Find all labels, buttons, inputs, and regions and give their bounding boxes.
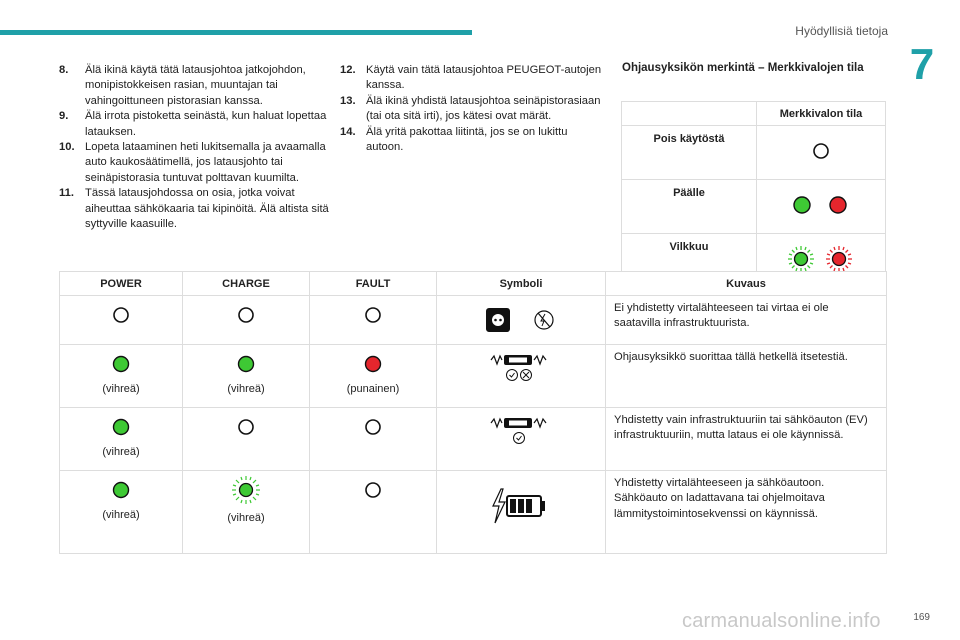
red-blink-icon xyxy=(826,246,852,272)
description-cell: Ei yhdistetty virtalähteeseen tai virtaa ei ole saatavilla infrastruktuurista. xyxy=(606,296,887,345)
description-cell: Yhdistetty virtalähteeseen ja sähköautoon. Sähköauto on ladattavana tai ohjelmoitava lämmitystoimintosekvenssi on käynnissä. xyxy=(606,471,887,554)
safety-list-right xyxy=(340,63,602,155)
green-lamp-icon xyxy=(237,355,255,373)
page-number: 169 xyxy=(913,612,930,623)
red-lamp-icon xyxy=(364,355,382,373)
list-item: 11. Tässä latausjohdossa on osia, jotka voivat aiheuttaa sähkökaaria tai kipinöitä. Älä altista sitä syttyville kaasuille. xyxy=(59,187,329,231)
column-header-power: POWER xyxy=(60,272,183,296)
socket-no-power-icon xyxy=(486,308,556,332)
lamp-off-icon xyxy=(237,306,255,324)
list-item: 12. Käytä vain tätä latausjohtoa PEUGEOT-autojen kanssa. xyxy=(340,64,602,92)
column-header-charge: CHARGE xyxy=(183,272,310,296)
green-lamp-icon xyxy=(112,481,130,499)
lamp-off-icon xyxy=(112,306,130,324)
table-row: (vihreä) Yhdistetty vain infrastruktuuriin tai sähköauton (EV) infrastruktuuriin, mutta lataus ei ole käynnissä. xyxy=(60,408,887,471)
indicator-status-table xyxy=(621,101,886,288)
charging-status-table xyxy=(59,271,887,554)
list-item: 8. Älä ikinä käytä tätä latausjohtoa jatkojohdon, monipistokkeisen rasian, muuntajan tai vahingoittuneen pistorasian kanssa. xyxy=(59,64,306,107)
list-item: 9. Älä irrota pistoketta seinästä, kun haluat lopettaa latauksen. xyxy=(59,110,327,138)
watermark: carmanualsonline.info xyxy=(682,610,881,632)
lamp-off-icon xyxy=(364,481,382,499)
chapter-number: 7 xyxy=(909,40,935,89)
green-blink-icon xyxy=(231,475,261,505)
table-row: (vihreä) (vihreä) (punainen) Ohjausyksikkö suorittaa tällä hetkellä itsetestiä. xyxy=(60,345,887,408)
red-lamp-icon xyxy=(830,197,846,213)
green-blink-icon xyxy=(788,246,814,272)
battery-charging-icon xyxy=(491,488,551,524)
empty-header-cell xyxy=(622,102,757,126)
list-item: 14. Älä yritä pakottaa liitintä, jos se on lukittu autoon. xyxy=(340,125,568,154)
header-accent-bar xyxy=(0,30,472,35)
safety-list-left xyxy=(59,63,329,232)
status-label-blink: Vilkkuu xyxy=(622,234,757,288)
column-header-description: Kuvaus xyxy=(606,272,887,296)
status-label-on: Päälle xyxy=(622,180,757,234)
lamp-off-icon xyxy=(237,418,255,436)
cable-connected-icon xyxy=(489,415,553,445)
column-header-fault: FAULT xyxy=(310,272,437,296)
column-header-symbol: Symboli xyxy=(437,272,606,296)
section-title: Hyödyllisiä tietoja xyxy=(795,24,888,38)
status-table-title: Ohjausyksikön merkintä – Merkkivalojen tila xyxy=(622,62,864,74)
list-item: 10. Lopeta lataaminen heti lukitsemalla ja avaamalla auto kaukosäätimellä, jos latausjohto tai seinäpistorasia tuntuvat polttavan kuumilta. xyxy=(59,141,326,184)
status-label-off: Pois käytöstä xyxy=(622,126,757,180)
table-row xyxy=(60,296,887,345)
lamp-off-icon xyxy=(811,141,831,161)
description-cell: Ohjausyksikkö suorittaa tällä hetkellä itsetestiä. xyxy=(606,345,887,408)
green-lamp-icon xyxy=(112,355,130,373)
list-item: 13. Älä ikinä yhdistä latausjohtoa seinäpistorasiaan (tai ota sitä irti), jos kätesi ovat märät. xyxy=(340,94,601,123)
lamp-off-icon xyxy=(364,418,382,436)
lamp-on-icons xyxy=(786,194,856,216)
status-header: Merkkivalon tila xyxy=(757,102,886,126)
description-cell: Yhdistetty vain infrastruktuuriin tai sähköauton (EV) infrastruktuuriin, mutta lataus ei ole käynnissä. xyxy=(606,408,887,471)
cable-selftest-icon xyxy=(489,352,553,382)
green-lamp-icon xyxy=(112,418,130,436)
table-row: (vihreä) (vihreä) Yhdistetty virtalähteeseen ja sähköautoon. Sähköauto on ladattavana tai ohjelmoitava lämmitystoimintosekvenssi on käynnissä. xyxy=(60,471,887,554)
lamp-blink-icons xyxy=(781,244,861,274)
green-lamp-icon xyxy=(794,197,810,213)
lamp-off-icon xyxy=(364,306,382,324)
